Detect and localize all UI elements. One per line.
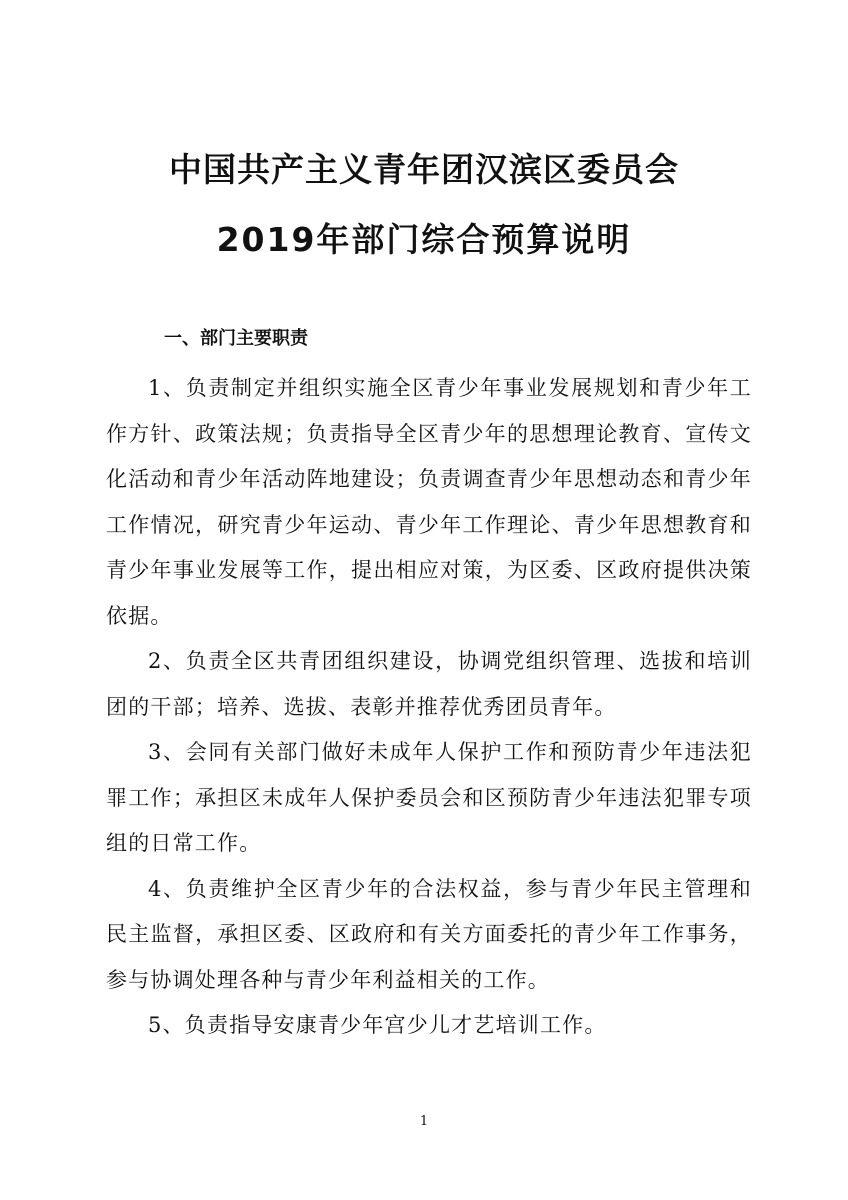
paragraph-2: 2、负责全区共青团组织建设，协调党组织管理、选拔和培训团的干部；培养、选拔、表彰并推荐优秀团员青年。 [106,649,752,719]
document-title-line-2: 2019年部门综合预算说明 [216,220,632,259]
section-heading: 一、部门主要职责 [164,328,308,349]
page-number: 1 [419,1114,429,1129]
paragraph-4: 4、负责维护全区青少年的合法权益，参与青少年民主管理和民主监督，承担区委、区政府和有关方面委托的青少年工作事务，参与协调处理各种与青少年利益相关的工作。 [106,876,752,992]
document-body [106,366,752,1049]
paragraph-5: 5、负责指导安康青少年宫少儿才艺培训工作。 [148,1013,607,1037]
document-title-line-1: 中国共产主义青年团汉滨区委员会 [169,150,679,189]
paragraph-1: 1、负责制定并组织实施全区青少年事业发展规划和青少年工作方针、政策法规；负责指导全区青少年的思想理论教育、宣传文化活动和青少年活动阵地建设；负责调查青少年思想动态和青少年工作情况，研究青少年运动、青少年工作理论、青少年思想教育和青少年事业发展等工作，提出相应对策，为区委、区政府提供决策依据。 [106,376,752,628]
paragraph-3: 3、会同有关部门做好未成年人保护工作和预防青少年违法犯罪工作；承担区未成年人保护委员会和区预防青少年违法犯罪专项组的日常工作。 [106,740,752,855]
